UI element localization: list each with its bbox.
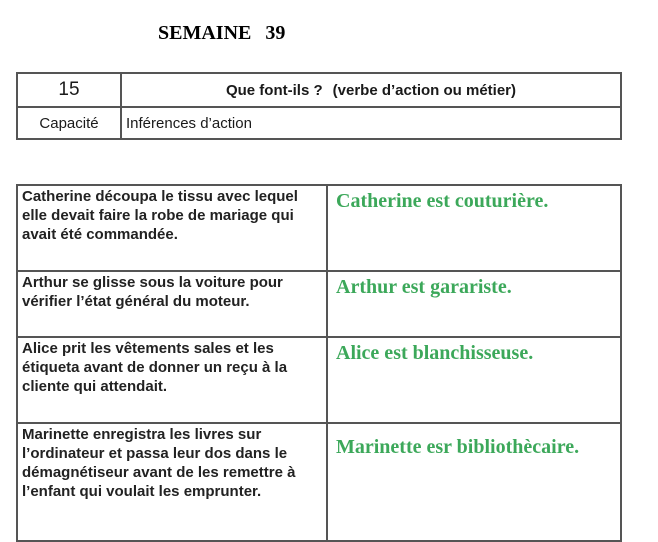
answer-text: Alice est blanchisseuse. xyxy=(327,337,621,423)
lesson-title: Que font-ils ? xyxy=(225,81,323,99)
lesson-header-table xyxy=(16,72,622,140)
answer-text: Marinette esr bibliothècaire. xyxy=(327,423,621,541)
answer-text: Catherine est couturière. xyxy=(327,185,621,271)
table-row xyxy=(17,337,621,423)
lesson-title-cell xyxy=(121,73,621,107)
lesson-title-row xyxy=(17,73,621,107)
capacity-value: Inférences d’action xyxy=(121,107,621,139)
question-text: Marinette enregistra les livres sur l’ordinateur et passa leur dos dans le démagnétiseur avant de les remettre à l’enfant qui voulait les emprunter. xyxy=(17,423,327,541)
page-title xyxy=(158,22,285,45)
table-row xyxy=(17,185,621,271)
week-number: 39 xyxy=(265,22,286,44)
week-label: SEMAINE xyxy=(158,22,252,44)
question-text: Arthur se glisse sous la voiture pour vérifier l’état général du moteur. xyxy=(17,271,327,337)
answer-text: Arthur est garariste. xyxy=(327,271,621,337)
lesson-subtitle: (verbe d’action ou métier) xyxy=(332,81,517,99)
table-row xyxy=(17,271,621,337)
exercise-table xyxy=(16,184,622,542)
question-text: Alice prit les vêtements sales et les étiqueta avant de donner un reçu à la cliente qui attendait. xyxy=(17,337,327,423)
question-text: Catherine découpa le tissu avec lequel elle devait faire la robe de mariage qui avait été commandée. xyxy=(17,185,327,271)
capacity-row xyxy=(17,107,621,139)
table-row xyxy=(17,423,621,541)
lesson-number: 15 xyxy=(17,73,121,107)
capacity-label: Capacité xyxy=(17,107,121,139)
